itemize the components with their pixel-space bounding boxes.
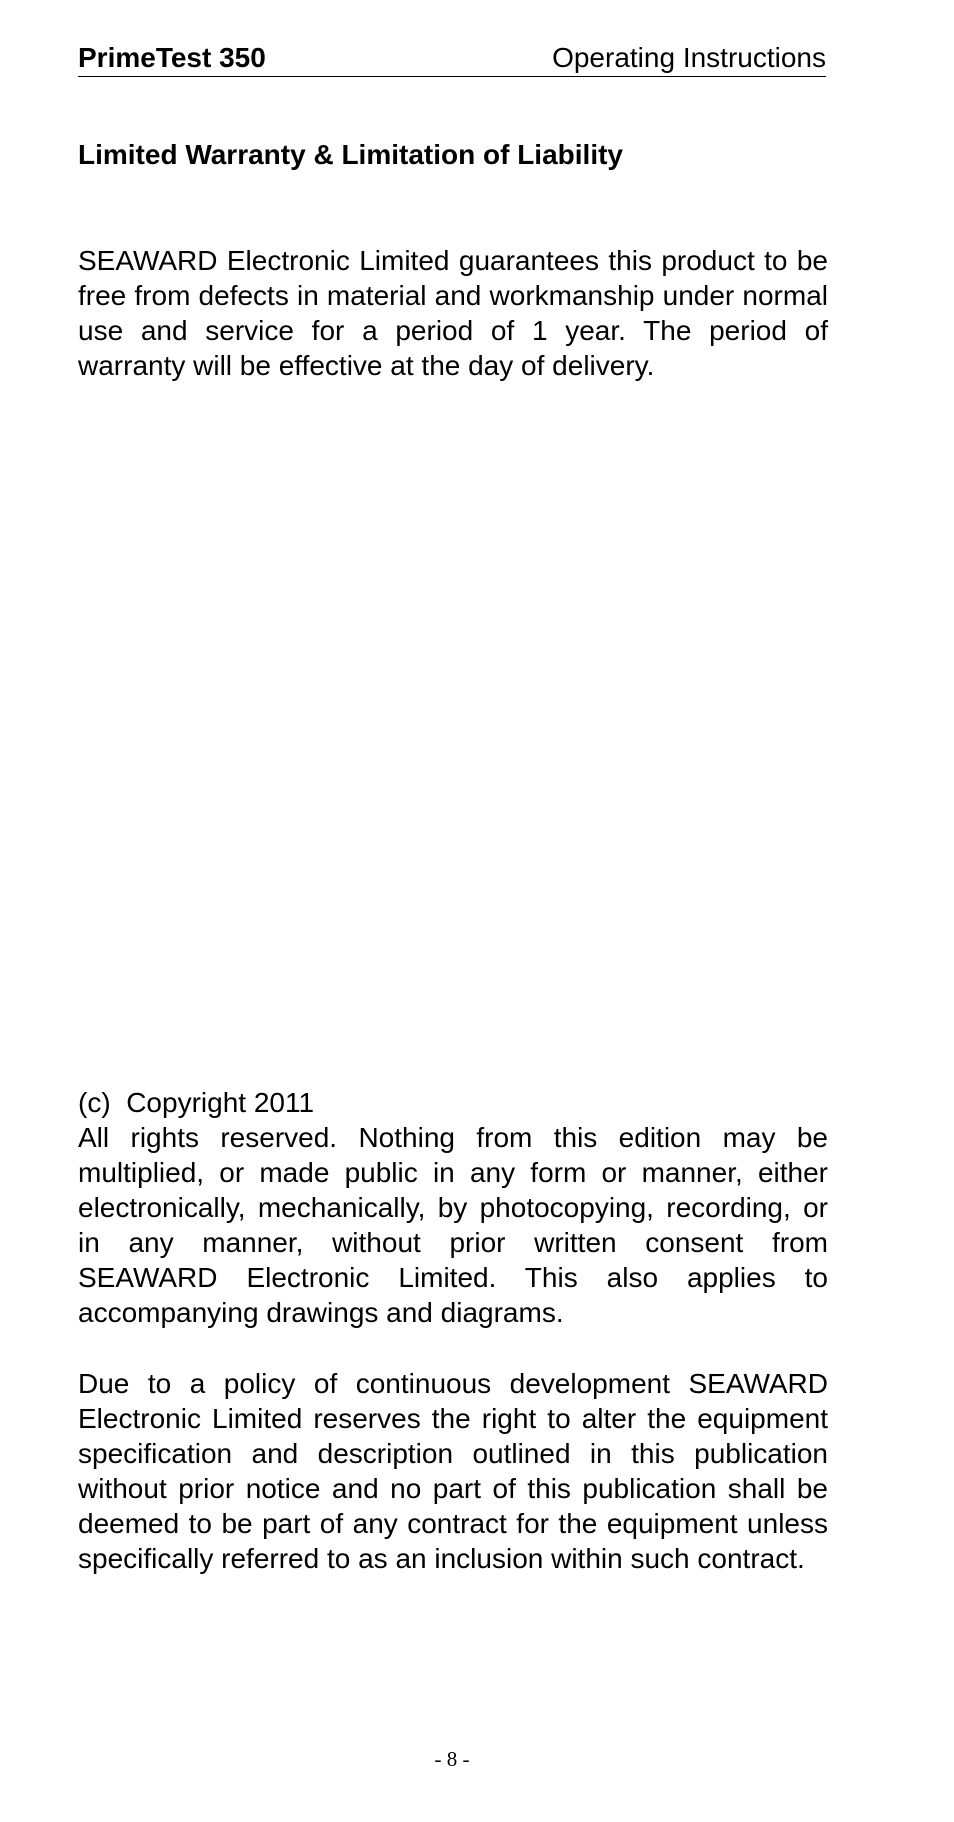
warranty-paragraph: SEAWARD Electronic Limited guarantees this product to be free from defects in material and workmanship under normal use and service for a period of 1 year. The period of warranty will be effective at the day of delivery. xyxy=(78,245,828,381)
header-product-name: PrimeTest 350 xyxy=(78,42,266,73)
header-document-title: Operating Instructions xyxy=(552,42,826,73)
copyright-heading: (c) Copyright 2011 xyxy=(78,1087,315,1118)
page-number: - 8 - xyxy=(434,1747,470,1771)
policy-paragraph: Due to a policy of continuous development SEAWARD Electronic Limited reserves the right to alter the equipment specification and description outlined in this publication without prior notice and no part of this publication shall be deemed to be part of any contract for the equipment unless specifically referred to as an inclusion within such contract. xyxy=(78,1368,828,1574)
section-title: Limited Warranty & Limitation of Liability xyxy=(78,139,623,170)
running-header xyxy=(78,40,826,77)
rights-paragraph: All rights reserved. Nothing from this edition may be multiplied, or made public in any form or manner, either electronically, mechanically, by photocopying, recording, or in any manner, without prior written consent from SEAWARD Electronic Limited. This also applies to accompanying drawings and diagrams. xyxy=(78,1122,828,1328)
